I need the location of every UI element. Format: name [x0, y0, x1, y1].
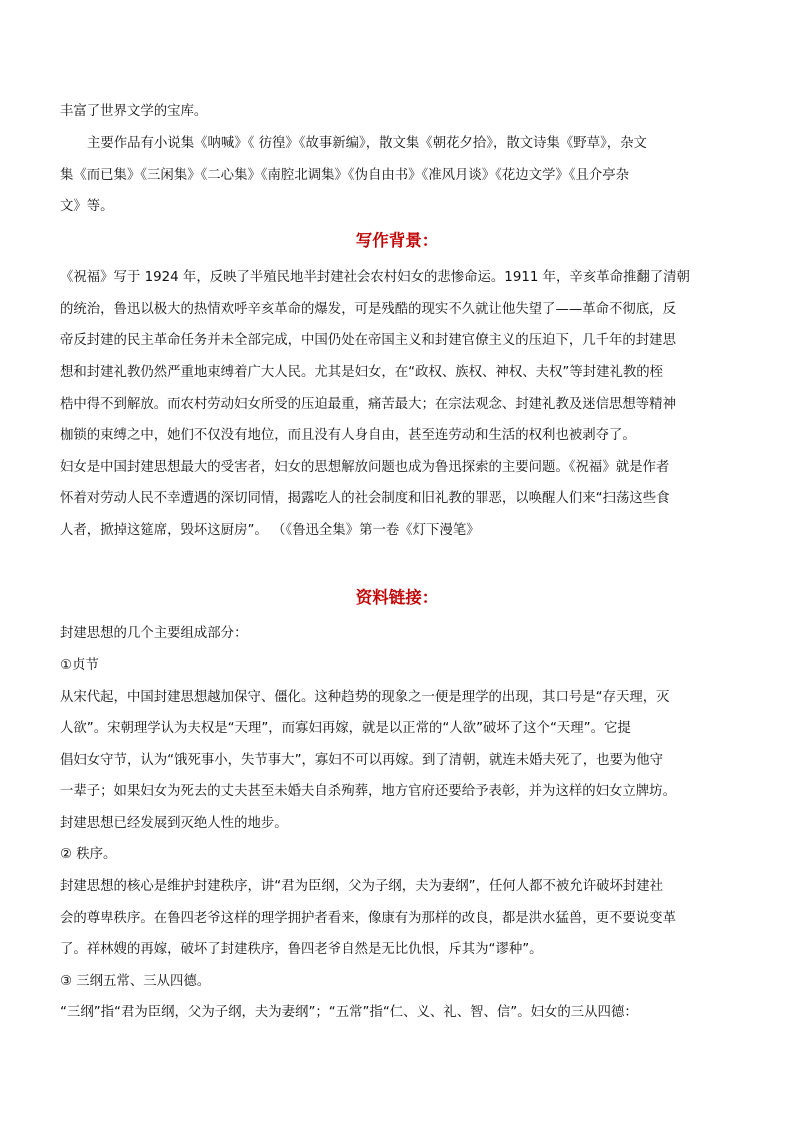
background-line: 想和封建礼教仍然严重地束缚着广大人民。尤其是妇女，在“政权、族权、神权、夫权”等封建礼教的桎 [60, 365, 664, 380]
resources-line: 封建思想已经发展到灭绝人性的地步。 [60, 816, 288, 831]
background-line: 的统治，鲁迅以极大的热情欢呼辛亥革命的爆发，可是残酷的现实不久就让他失望了——革命不彻底，反 [60, 302, 676, 317]
works-paragraph-line: 主要作品有小说集《呐喊》《 彷徨》《故事新编》，散文集《朝花夕拾》，散文诗集《野草》，杂文 [87, 136, 647, 151]
background-line: 帝反封建的民主革命任务并未全部完成，中国仍处在帝国主义和封建官僚主义的压迫下，几千年的封建思 [60, 333, 676, 348]
background-line: 枷锁的束缚之中，她们不仅没有地位，而且没有人身自由，甚至连劳动和生活的权利也被剥夺了。 [60, 428, 636, 443]
background-line: 《祝福》写于 1924 年，反映了半殖民地半封建社会农村妇女的悲惨命运。1911 年，辛亥革命推翻了清朝 [60, 270, 690, 285]
background-line: 妇女是中国封建思想最大的受害者，妇女的思想解放问题也成为鲁迅探索的主要问题。《祝福》就是作者 [60, 460, 670, 475]
resources-line: ③ 三纲五常、三从四德。 [60, 974, 211, 989]
background-line: 梏中得不到解放。而农村劳动妇女所受的压迫最重，痛苦最大；在宗法观念、封建礼教及迷信思想等精神 [60, 397, 676, 412]
resources-line: 从宋代起，中国封建思想越加保守、僵化。这种趋势的现象之一便是理学的出现，其口号是“存天理，灭 [60, 690, 670, 705]
background-line: 怀着对劳动人民不幸遭遇的深切同情，揭露吃人的社会制度和旧礼教的罪恶，以唤醒人们来“扫荡这些食 [60, 491, 670, 506]
works-paragraph-line: 集《而已集》《三闲集》《二心集》《南腔北调集》《伪自由书》《准风月谈》《花边文学》《且介亭杂 [60, 168, 630, 183]
resources-line: ② 秩序。 [60, 847, 117, 862]
background-heading: 写作背景： [355, 231, 439, 250]
resources-heading: 资料链接： [355, 588, 439, 607]
resources-line: 了。祥林嫂的再嫁，破坏了封建秩序，鲁四老爷自然是无比仇恨，斥其为“谬种”。 [60, 942, 543, 957]
resources-line: 人欲”。宋朝理学认为夫权是“天理”，而寡妇再嫁，就是以正常的“人欲”破坏了这个“天理”。它提 [60, 721, 631, 736]
resources-line: 一辈子；如果妇女为死去的丈夫甚至未婚夫自杀殉葬，地方官府还要给予表彰，并为这样的妇女立牌坊。 [60, 784, 676, 799]
resources-line: 倡妇女守节，认为“饿死事小，失节事大”，寡妇不可以再嫁。到了清朝，就连未婚夫死了，也要为他守 [60, 753, 664, 768]
background-line: 人者，掀掉这筵席，毁坏这厨房”。 （《鲁迅全集》第一卷《灯下漫笔》 [60, 523, 480, 538]
resources-line: ①贞节 [60, 658, 99, 673]
works-paragraph-line: 文》等。 [60, 199, 114, 214]
resources-line: 封建思想的核心是维护封建秩序，讲“君为臣纲，父为子纲，夫为妻纲”，任何人都不被允许破坏封建社 [60, 879, 664, 894]
resources-line: “三纲”指“君为臣纲，父为子纲，夫为妻纲”；“五常”指“仁、义、礼、智、信”。妇女的三从四德： [60, 1005, 638, 1020]
intro-line: 丰富了世界文学的宝库。 [60, 104, 208, 119]
resources-line: 封建思想的几个主要组成部分： [60, 626, 248, 641]
resources-line: 会的尊卑秩序。在鲁四老爷这样的理学拥护者看来，像康有为那样的改良，都是洪水猛兽，更不要说变革 [60, 911, 676, 926]
